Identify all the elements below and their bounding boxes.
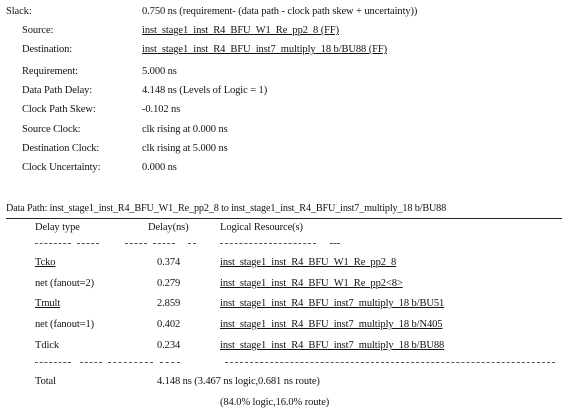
source-label: Source:: [22, 25, 54, 36]
total-separator: [80, 362, 102, 363]
row-logical-resource: inst_stage1_inst_R4_BFU_W1_Re_pp2<8>: [220, 278, 403, 289]
destination-clock-label: Destination Clock:: [22, 143, 100, 154]
row-delay: 0.402: [157, 319, 181, 330]
requirement-label: Requirement:: [22, 66, 78, 77]
header-separator: [35, 243, 71, 244]
total-separator: [35, 362, 71, 363]
slack-label: Slack:: [6, 6, 32, 17]
header-separator: [125, 243, 147, 244]
header-separator: [77, 243, 99, 244]
requirement-value: 5.000 ns: [142, 66, 177, 77]
total-separator: [225, 362, 555, 363]
total-separator: [108, 362, 153, 363]
row-delay: 0.279: [157, 278, 181, 289]
row-delay-type: Tdick: [35, 340, 59, 351]
column-logical-resource: Logical Resource(s): [220, 222, 303, 233]
row-delay-type: net (fanout=1): [35, 319, 95, 330]
destination-clock-value: clk rising at 5.000 ns: [142, 143, 228, 154]
source-clock-label: Source Clock:: [22, 124, 81, 135]
clock-path-skew-value: -0.102 ns: [142, 104, 181, 115]
data-path-delay-value: 4.148 ns (Levels of Logic = 1): [142, 85, 268, 96]
header-separator: [153, 243, 175, 244]
data-path-delay-label: Data Path Delay:: [22, 85, 93, 96]
row-delay: 0.234: [157, 340, 181, 351]
row-delay-type: net (fanout=2): [35, 278, 95, 289]
header-separator: [188, 243, 196, 244]
row-logical-resource: inst_stage1_inst_R4_BFU_inst7_multiply_18 b/N405: [220, 319, 443, 330]
total-separator: [160, 362, 180, 363]
total-label: Total: [35, 376, 56, 387]
column-delay: Delay(ns): [148, 222, 189, 233]
slack-value: 0.750 ns (requirement- (data path - clock path skew + uncertainty)): [142, 6, 418, 17]
clock-uncertainty-label: Clock Uncertainty:: [22, 162, 101, 173]
total-percent: (84.0% logic,16.0% route): [220, 397, 330, 408]
row-delay: 0.374: [157, 257, 181, 268]
destination-label: Destination:: [22, 44, 73, 55]
source-clock-value: clk rising at 0.000 ns: [142, 124, 228, 135]
header-separator: [330, 243, 340, 244]
row-delay-type: Tcko: [35, 257, 56, 268]
clock-path-skew-label: Clock Path Skew:: [22, 104, 96, 115]
total-value: 4.148 ns (3.467 ns logic,0.681 ns route): [157, 376, 320, 387]
row-logical-resource: inst_stage1_inst_R4_BFU_W1_Re_pp2_8: [220, 257, 397, 268]
data-path-title: Data Path: inst_stage1_inst_R4_BFU_W1_Re_pp2_8 to inst_stage1_inst_R4_BFU_inst7_multiply_18 b/BU88: [6, 203, 447, 214]
row-delay-type: Tmult: [35, 298, 61, 309]
data-path-title-rule: [6, 218, 562, 219]
source-value: inst_stage1_inst_R4_BFU_W1_Re_pp2_8 (FF): [142, 25, 339, 36]
row-logical-resource: inst_stage1_inst_R4_BFU_inst7_multiply_18 b/BU51: [220, 298, 445, 309]
row-delay: 2.859: [157, 298, 181, 309]
header-separator: [220, 243, 316, 244]
column-delay-type: Delay type: [35, 222, 80, 233]
row-logical-resource: inst_stage1_inst_R4_BFU_inst7_multiply_18 b/BU88: [220, 340, 445, 351]
clock-uncertainty-value: 0.000 ns: [142, 162, 177, 173]
destination-value: inst_stage1_inst_R4_BFU_inst7_multiply_18 b/BU88 (FF): [142, 44, 387, 55]
